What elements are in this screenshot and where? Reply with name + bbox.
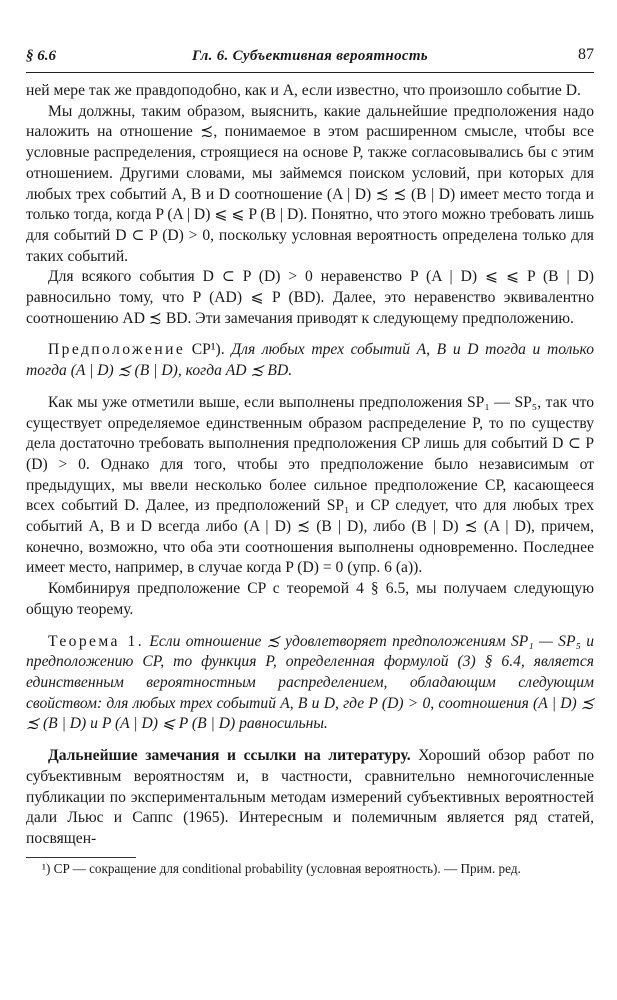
paragraph-3: Для всякого события D ⊂ P (D) > 0 неравенство P (A | D) ⩽ ⩽ P (B | D) равносильно тому, что P (AD) ⩽ P (BD). Далее, это неравенство эквивалентно соотношению AD ≾ BD. Эти замечания приводят к следующему предположению. [26, 268, 594, 327]
footnote: ¹) CP — сокращение для conditional probability (условная вероятность). — Прим. ред. [42, 860, 521, 876]
paragraph-4: Как мы уже отметили выше, если выполнены предположения SP₁ — SP₅, так что существует определяемое единственным образом распределение P, то по существу дела достаточно требовать выполнения предположения CP лишь для событий D ⊂ P (D) > 0. Однако для того, чтобы это предположение было независимым от предыдущих, мы ввели несколько более сильное предположение CP, касающееся всех событий D. Далее, из предположений SP₁ и CP следует, что для любых трех событий A, B и D всегда либо (A | D) ≾ (B | D), либо (B | D) ≾ (A | D), причем, конечно, возможно, что оба эти соотношения выполнены одновременно. Последнее имеет место, например, в случае когда P (D) = 0 (упр. 6 (a)). [26, 393, 594, 577]
footnote-rule [26, 857, 136, 858]
remarks-heading: Дальнейшие замечания и ссылки на литературу. [48, 747, 411, 765]
page-body [26, 81, 594, 850]
running-header [26, 46, 594, 73]
page-number: 87 [578, 46, 594, 63]
theorem-1 [26, 632, 594, 736]
paragraph-5: Комбинируя предположение CP с теоремой 4 § 6.5, мы получаем следующую общую теорему. [26, 580, 594, 618]
assumption-cp [26, 340, 594, 381]
assumption-name: CP¹). [191, 341, 225, 359]
section-label: § 6.6 [26, 48, 56, 64]
remarks-text: Хороший обзор работ по субъективным вероятностям и, в частности, сравнительно немногочисленные публикации по экспериментальным методам измерений субъективных вероятностей дали Льюс и Саппс (1965). Интересным и полемичным является ряд статей, посвящен- [26, 747, 594, 847]
theorem-text: Если отношение ≾ удовлетворяет предположениям SP₁ — SP₅ и предположению CP, то функция P, определенная формулой (3) § 6.4, является единственным вероятностным распределением, обладающим следующим свойством: для любых трех событий A, B и D, где P (D) > 0, соотношения (A | D) ≾ ≾ (B | D) и P (A | D) ⩽ P (B | D) равносильны. [26, 632, 594, 733]
assumption-label: Предположение [48, 341, 186, 359]
paragraph-2: Мы должны, таким образом, выяснить, какие дальнейшие предположения надо наложить на отношение ≾, понимаемое в этом расширенном смысле, чтобы все условные распределения, строящиеся на основе P, также согласовывались бы с этим отношением. Другими словами, мы займемся поиском условий, при которых для любых трех событий A, B и D соотношение (A | D) ≾ ≾ (B | D) имеет место тогда и только тогда, когда P (A | D) ⩽ ⩽ P (B | D). Понятно, что этого можно требовать лишь для событий D ⊂ P (D) > 0, поскольку условная вероятность определена только для таких событий. [26, 102, 594, 265]
book-page [26, 46, 594, 877]
paragraph-1: ней мере так же правдоподобно, как и A, если известно, что произошло событие D. [26, 82, 581, 99]
theorem-label: Теорема 1. [48, 632, 145, 650]
remarks-paragraph [26, 746, 594, 850]
chapter-title: Гл. 6. Субъективная вероятность [192, 48, 428, 64]
assumption-text: Для любых трех событий A, B и D тогда и только тогда (A | D) ≾ (B | D), когда AD ≾ BD. [26, 341, 595, 380]
